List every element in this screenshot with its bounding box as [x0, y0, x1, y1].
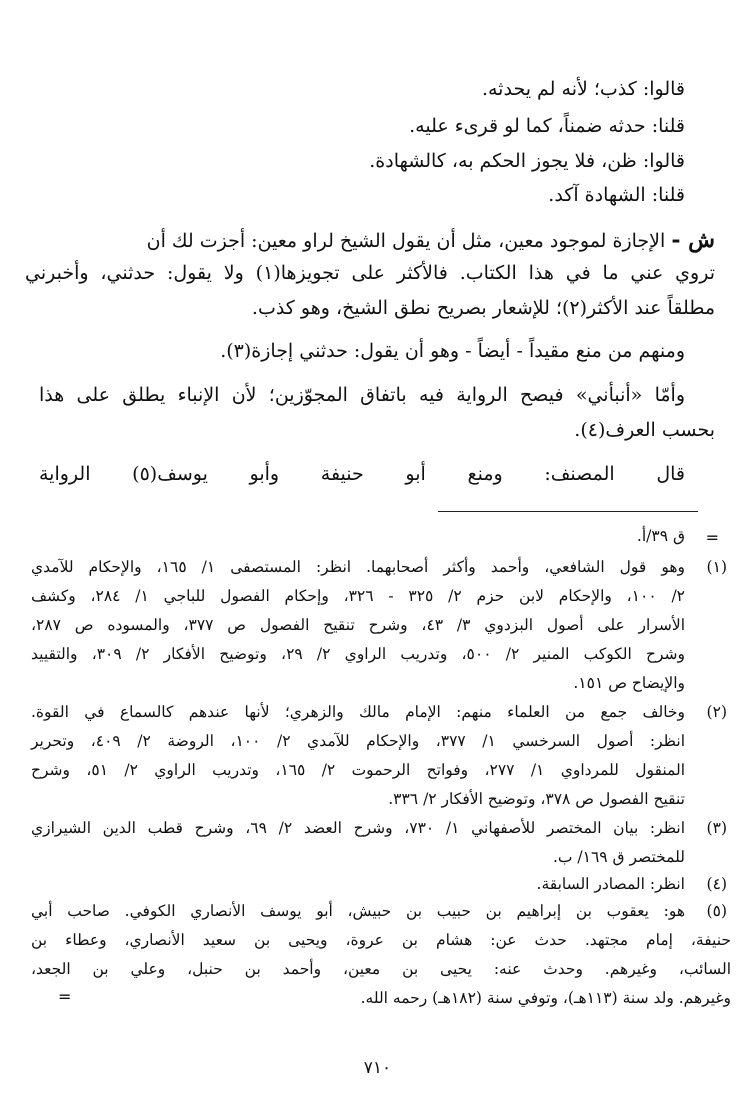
footnote-divider: [438, 511, 698, 512]
footnote-2-line-1: وخالف جمع من العلماء منهم: الإمام مالك والزهري؛ لأنها عندهم كالسماع في القوة.: [31, 703, 685, 721]
main-line-6: تروي عني ما في هذا الكتاب. فالأكثر على تجويزها(١) ولا يقول: حدثني، وأخبرني: [25, 262, 715, 284]
main-line-1: قالوا: كذب؛ لأنه لم يحدثه.: [481, 78, 685, 100]
footnote-5-line-1: هو: يعقوب بن إبراهيم بن حبيب بن حبيش، أبو يوسف الأنصاري الكوفي. صاحب أبي: [31, 902, 685, 920]
page-number: ٧١٠: [363, 1058, 392, 1078]
footnote-5-line-3: السائب، وغيرهم. وحدث عنه: يحيى بن معين، وأحمد بن حنبل، وعلي بن الجعد،: [31, 960, 731, 978]
footnote-5-line-2: حنيفة، إمام مجتهد. حدث عن: هشام بن عروة، ويحيى بن سعيد الأنصاري، وعطاء بن: [31, 931, 731, 949]
main-line-11: قال المصنف: ومنع أبو حنيفة وأبو يوسف(٥) الرواية: [39, 463, 686, 485]
main-line-3: قالوا: ظن، فلا يجوز الحكم به، كالشهادة.: [369, 150, 685, 172]
main-line-10: بحسب العرف(٤).: [574, 419, 715, 441]
main-line-9: وأمّا «أنبأني» فيصح الرواية فيه باتفاق المجوّزين؛ لأن الإنباء يطلق على هذا: [39, 384, 685, 406]
footnote-5-number: (٥): [706, 902, 727, 920]
main-line-7: مطلقاً عند الأكثر(٢)؛ للإشعار بصريح نطق الشيخ، وهو كذب.: [251, 297, 715, 319]
main-line-5-row: [41, 227, 715, 253]
main-line-5: الإجازة لموجود معين، مثل أن يقول الشيخ لراو معين: أجزت لك أن: [146, 230, 666, 252]
footnote-1-number: (١): [706, 558, 727, 576]
footnote-4-line-1: انظر: المصادر السابقة.: [536, 875, 685, 893]
main-line-4: قلنا: الشهادة آكد.: [548, 184, 685, 206]
bottom-continuation-marker: =: [58, 987, 72, 1006]
footnote-1-line-1: وهو قول الشافعي، وأحمد وأكثر أصحابهما. انظر: المستصفى ١/ ١٦٥، والإحكام للآمدي: [31, 558, 686, 576]
main-line-8: ومنهم من منع مقيداً - أيضاً - وهو أن يقول: حدثني إجازة(٣).: [220, 340, 685, 362]
footnote-2-line-4: تنقيح الفصول ص ٣٧٨، وتوضيح الأفكار ٢/ ٣٣٦.: [388, 790, 685, 808]
footnote-3-line-2: للمختصر ق ١٦٩/ ب.: [552, 848, 685, 866]
continuation-marker: =: [705, 528, 719, 547]
footnote-4-number: (٤): [706, 875, 727, 893]
sh-marker: ش -: [671, 227, 715, 253]
footnote-3-number: (٣): [706, 819, 727, 837]
footnote-1-line-2: ٢/ ١٠٠، والإحكام لابن حزم ٢/ ٣٢٥ - ٣٢٦، وإحكام الفصول للباجي ١/ ٢٨٤، وكشف: [31, 587, 685, 605]
footnote-3-line-1: انظر: بيان المختصر للأصفهاني ١/ ٧٣٠، وشرح العضد ٢/ ٦٩، وشرح قطب الدين الشيرازي: [31, 819, 686, 837]
footnote-5-line-4: وغيرهم. ولد سنة (١١٣هـ)، وتوفي سنة (١٨٢هـ) رحمه الله.: [360, 989, 731, 1007]
main-line-2: قلنا: حدثه ضمناً، كما لو قرىء عليه.: [409, 115, 685, 137]
footnote-1-line-3: الأسرار على أصول البزدوي ٣/ ٤٣، وشرح تنقيح الفصول ص ٣٧٧، والمسوده ص ٢٨٧،: [31, 616, 686, 634]
footnote-2-number: (٢): [706, 703, 727, 721]
footnote-1-line-4: وشرح الكوكب المنير ٢/ ٥٠٠، وتدريب الراوي ٢/ ٢٩، وتوضيح الأفكار ٢/ ٣٠٩، والتقييد: [31, 645, 686, 663]
footnote-1-line-5: والإيضاح ص ١٥١.: [573, 674, 685, 692]
footnote-2-line-3: المنقول للمرداوي ١/ ٢٧٧، وفواتح الرحموت ٢/ ١٦٥، وتدريب الراوي ٢/ ٥١، وشرح: [31, 761, 686, 779]
continuation-text: ق ٣٩/أ.: [636, 527, 685, 545]
footnote-2-line-2: انظر: أصول السرخسي ١/ ٣٧٧، والإحكام للآمدي ٢/ ١٠٠، الروضة ٢/ ٤٠٩، وتحرير: [31, 732, 686, 750]
